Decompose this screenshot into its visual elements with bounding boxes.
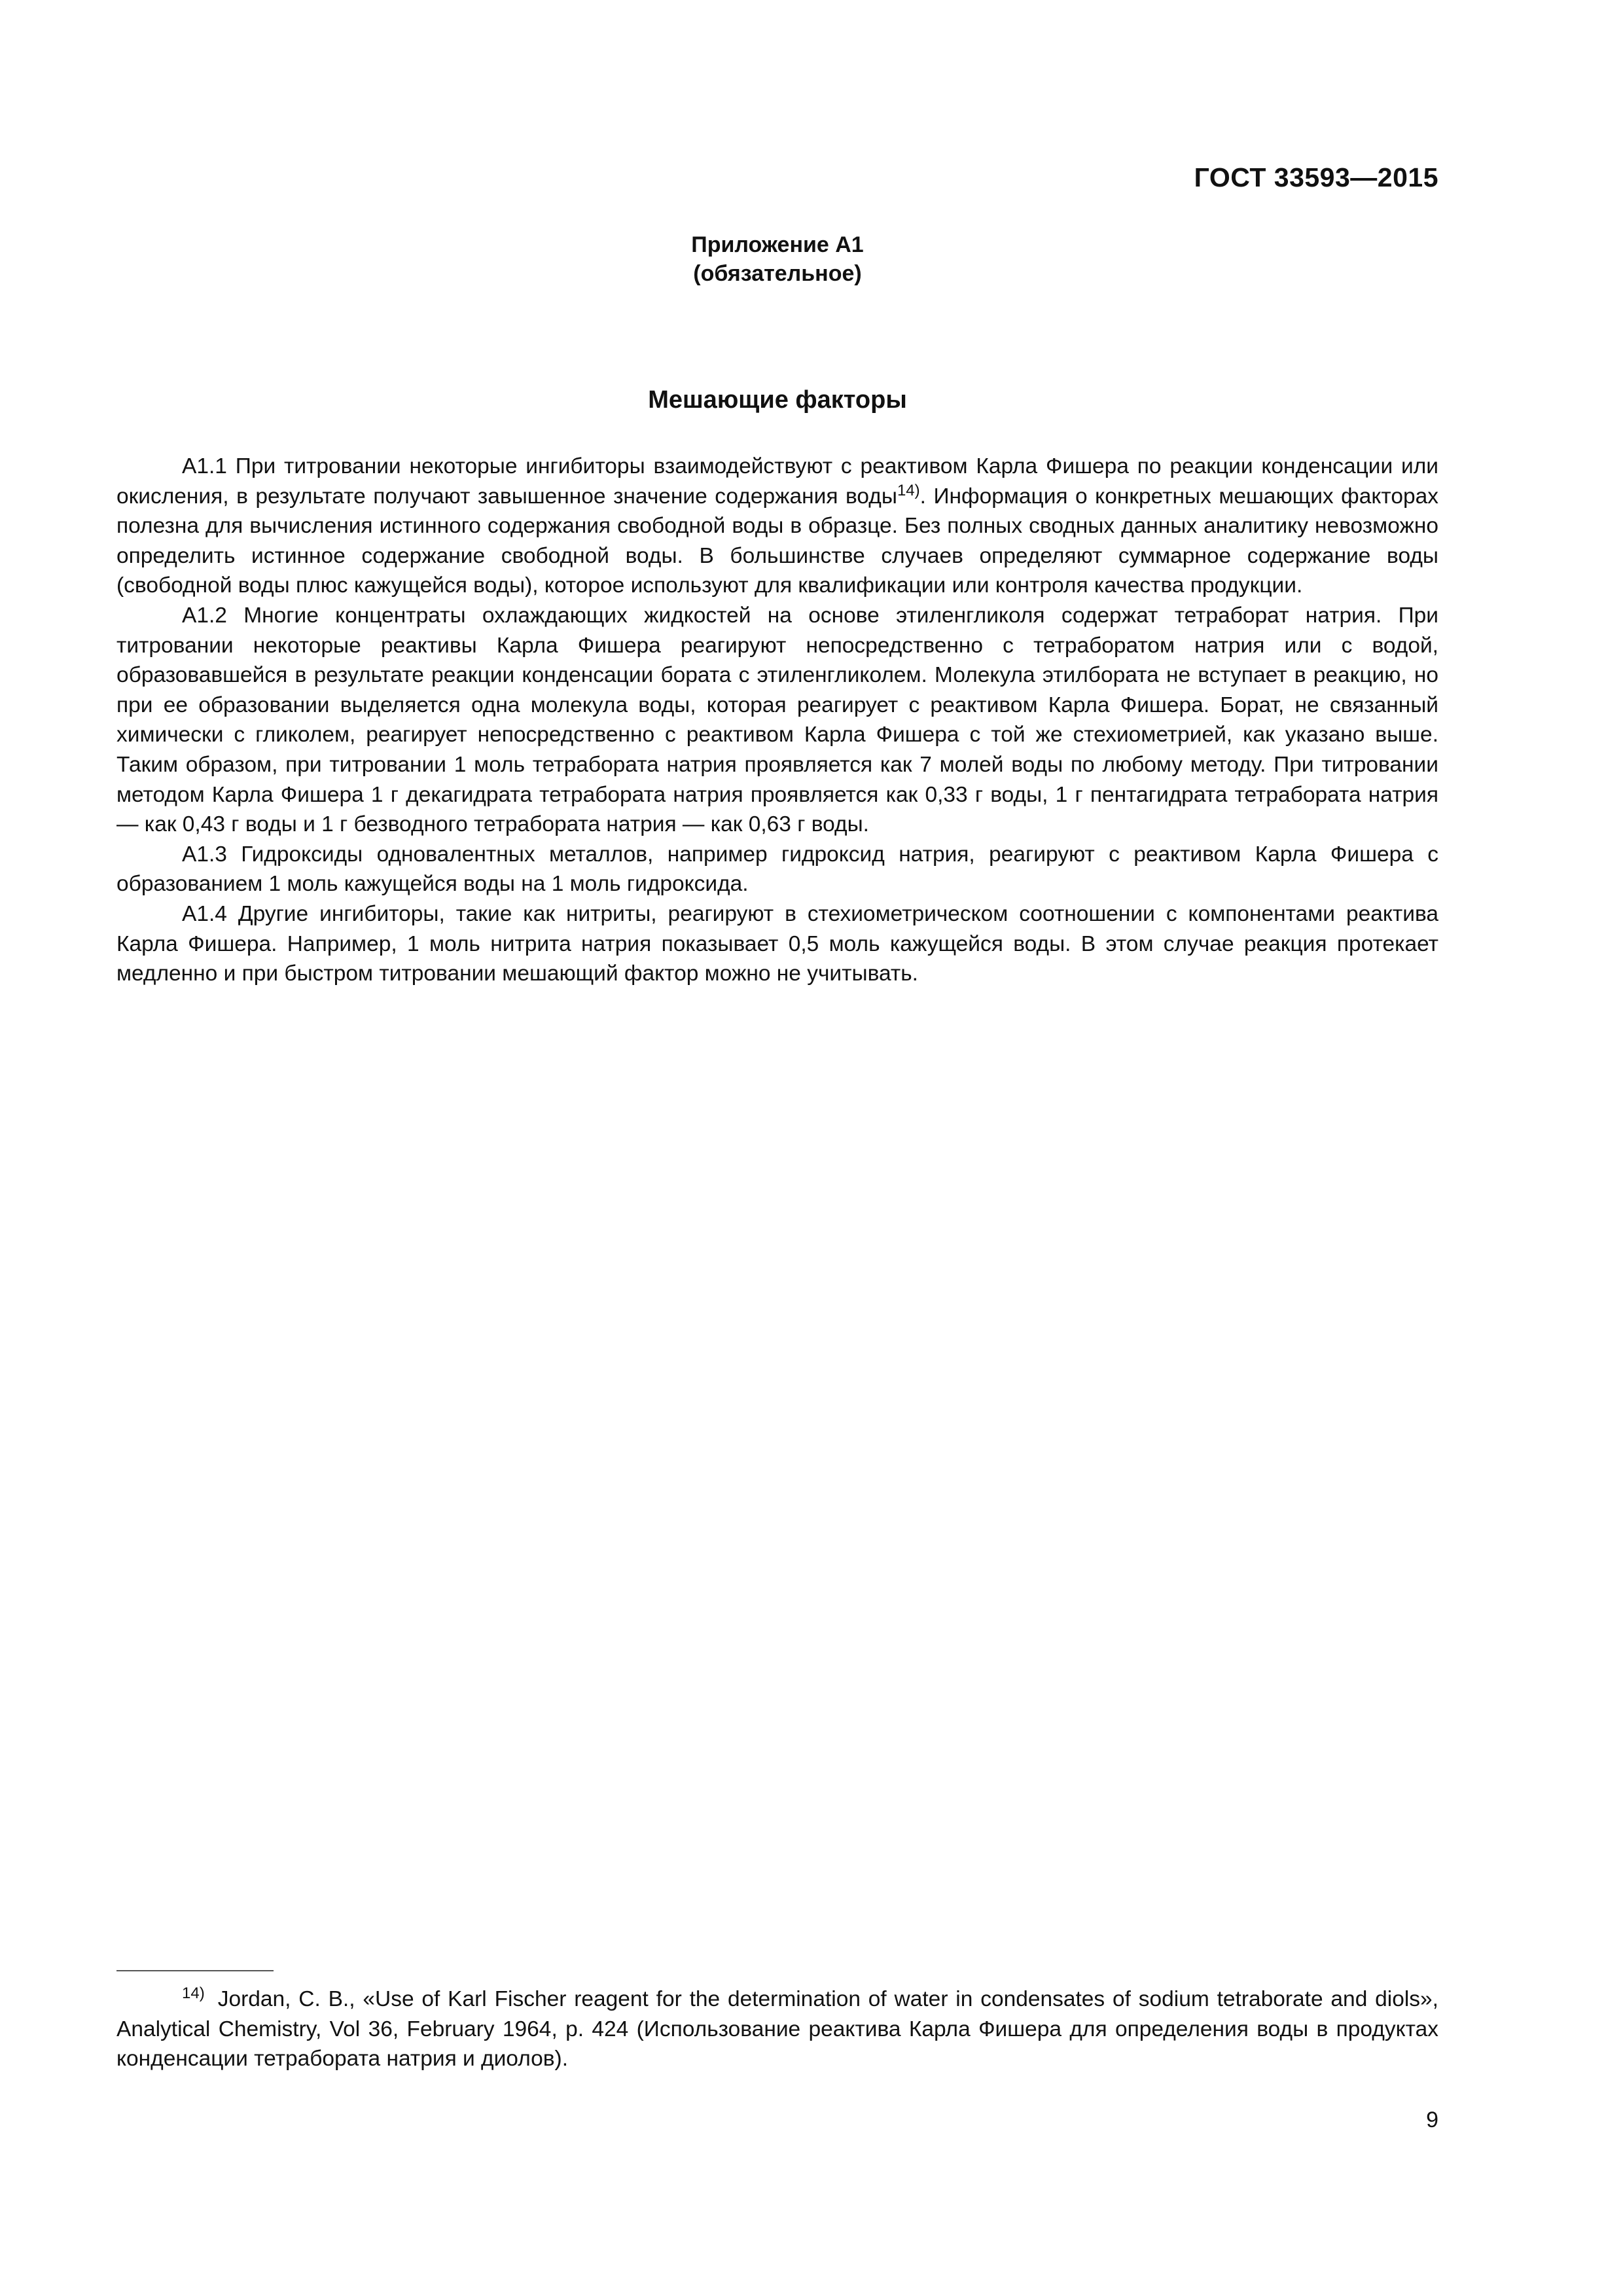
footnote-paragraph (116, 1984, 1438, 2074)
annex-title: Приложение А1 (691, 232, 864, 257)
section-title: Мешающие факторы (648, 386, 907, 414)
footnote-marker: 14) (182, 1984, 205, 2002)
footnote (116, 1984, 1438, 2074)
paragraph-a1-1 (116, 452, 1438, 601)
footnote-text: Jordan, C. B., «Use of Karl Fischer reagent for the determination of water in condensates of sodium tetraborate and diols», Analytical Chemistry, Vol 36, February 1964, p. 424 (Использование реактива Карла Фишера для определения воды в продуктах конденсации тетрабората натрия и диолов). (116, 1987, 1438, 2072)
paragraph-a1-1-text-end: . Информация о конкретных мешающих факторах полезна для вычисления истинного содержания свободной воды в образце. Без полных сводных данных аналитику невозможно определить истинное содержание свободной воды. В большинстве случаев определяют суммарное содержание воды (свободной воды плюс кажущейся воды), которое используют для квалификации или контроля качества продукции. (116, 484, 1438, 598)
annex-heading (116, 230, 1438, 288)
body-text (116, 452, 1438, 989)
footnote-separator (116, 1970, 274, 1971)
annex-status: (обязательное) (693, 261, 862, 286)
page-number: 9 (1426, 2108, 1438, 2132)
document-code: ГОСТ 33593—2015 (1194, 162, 1438, 192)
paragraph-a1-1-text-start: А1.1 При титровании некоторые ингибиторы взаимодействуют с реактивом Карла Фишера по реакции конденсации или окисления, в результате получают завышенное значение содержания воды (116, 454, 1438, 509)
paragraph-a1-4: А1.4 Другие ингибиторы, такие как нитриты, реагируют в стехиометрическом соотношении с компонентами реактива Карла Фишера. Например, 1 моль нитрита натрия показывает 0,5 моль кажущейся воды. В этом случае реакция протекает медленно и при быстром титровании мешающий фактор можно не учитывать. (116, 901, 1438, 986)
paragraph-a1-3: А1.3 Гидроксиды одновалентных металлов, например гидроксид натрия, реагируют с реактивом Карла Фишера с образованием 1 моль кажущейся воды на 1 моль гидроксида. (116, 842, 1438, 897)
paragraph-a1-2: А1.2 Многие концентраты охлаждающих жидкостей на основе этиленгликоля содержат тетраборат натрия. При титровании некоторые реактивы Карла Фишера реагируют непосредственно с тетраборатом натрия или с водой, образовавшейся в результате реакции конденсации бората с этиленгликолем. Молекула этилбората не вступает в реакцию, но при ее образовании выделяется одна молекула воды, которая реагирует с реактивом Карла Фишера. Борат, не связанный химически с гликолем, реагирует непосредственно с реактивом Карла Фишера с той же стехиометрией, как указано выше. Таким образом, при титровании 1 моль тетрабората натрия проявляется как 7 молей воды по любому методу. При титровании методом Карла Фишера 1 г декагидрата тетрабората натрия проявляется как 0,33 г воды, 1 г пентагидрата тетрабората натрия — как 0,43 г воды и 1 г безводного тетрабората натрия — как 0,63 г воды. (116, 603, 1438, 837)
footnote-reference: 14) (897, 481, 920, 499)
